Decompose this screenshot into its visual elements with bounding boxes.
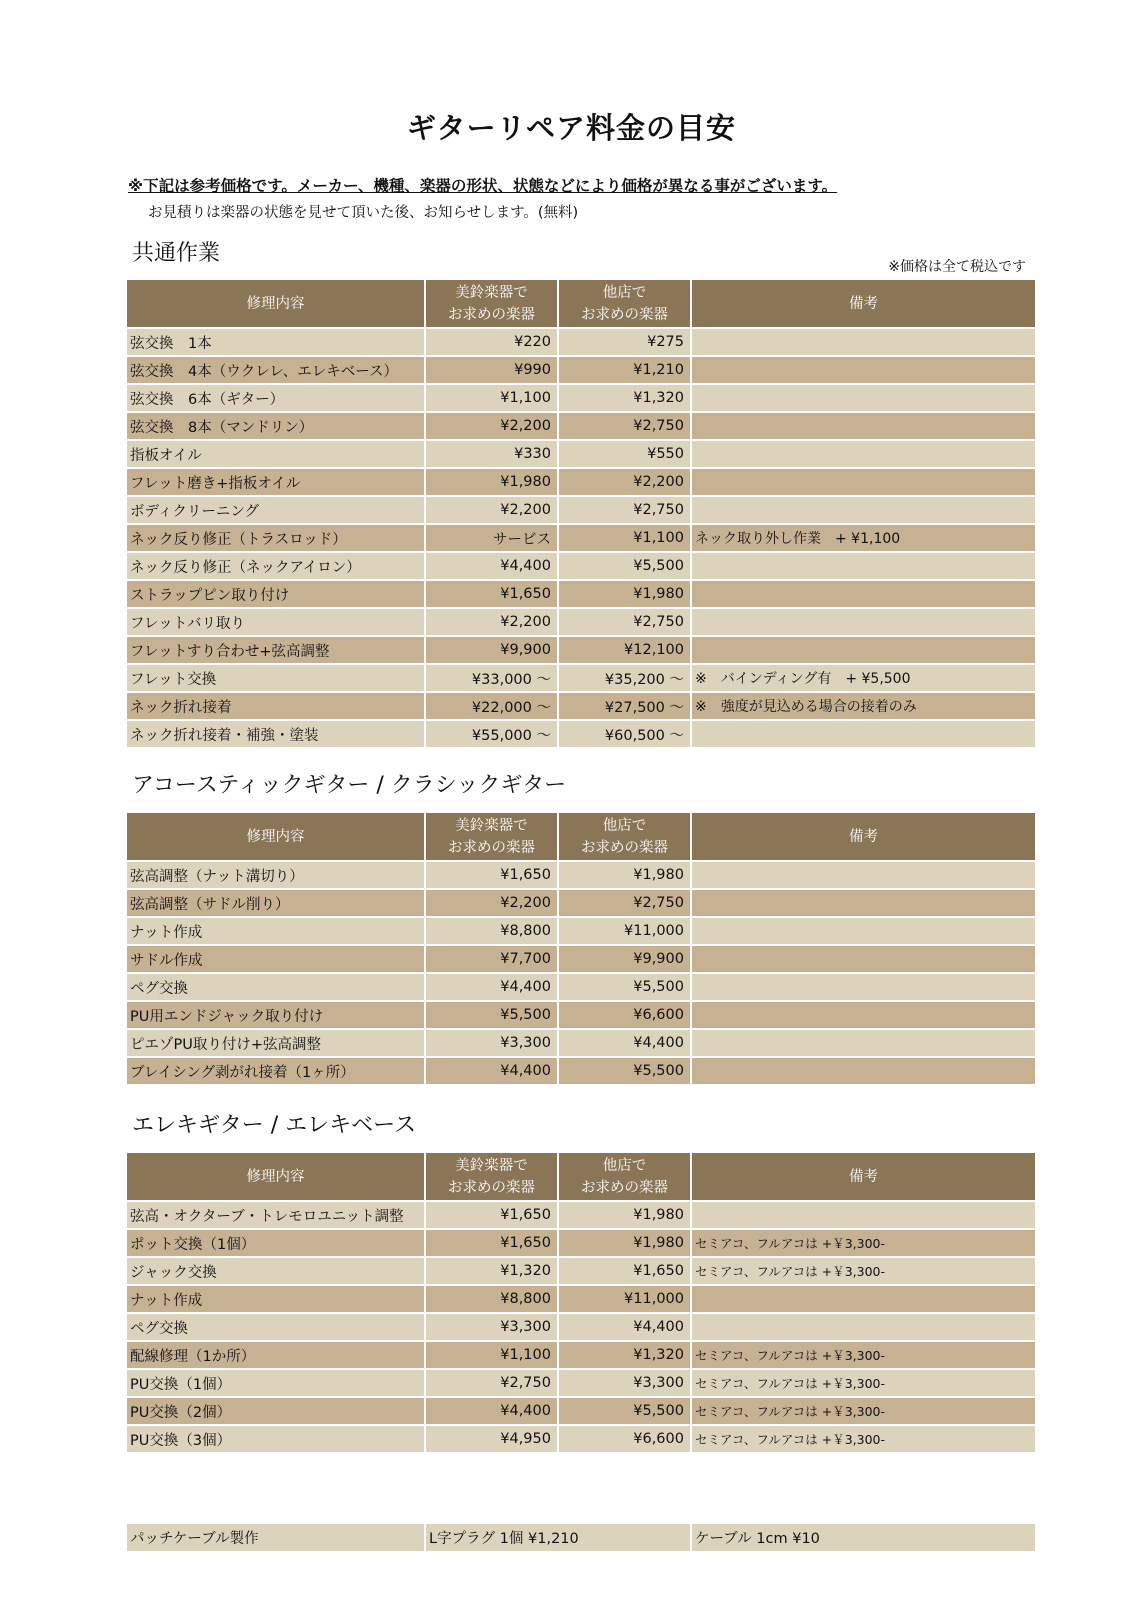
cell-item: ネック折れ接着 [127,692,425,720]
cell-remarks: ネック取り外し作業 + ¥1,100 [691,524,1035,552]
cell-price-ours: ¥220 [425,328,558,356]
table-header-row [127,280,1035,328]
cell-item: 指板オイル [127,440,425,468]
table-row [127,440,1035,468]
cell-price-ours: サービス [425,524,558,552]
cell-item: ストラップピン取り付け [127,580,425,608]
header-other-line2: お求めの楽器 [581,839,668,856]
table-row [127,692,1035,720]
cell-remarks [691,412,1035,440]
header-ours-line1: 美鈴楽器で [455,284,528,301]
table-header-row [127,813,1035,861]
header-other [558,280,691,328]
header-other-line1: 他店で [602,1157,647,1174]
cell-item: フレット交換 [127,664,425,692]
cell-price-ours: ¥1,100 [425,1341,558,1369]
table-row [127,945,1035,973]
table-row [127,720,1035,748]
cell-remarks [691,861,1035,889]
cell-remarks [691,440,1035,468]
cell-item: 弦交換 8本（マンドリン） [127,412,425,440]
table-row [127,580,1035,608]
header-other-line1: 他店で [602,817,647,834]
table-row [127,917,1035,945]
cell-price-ours: ¥330 [425,440,558,468]
cell-price-ours: ¥8,800 [425,917,558,945]
cell-price-other: ¥2,750 [558,496,691,524]
cell-remarks [691,356,1035,384]
header-other-line2: お求めの楽器 [581,306,668,323]
cell-remarks [691,552,1035,580]
cell-remarks [691,328,1035,356]
header-ours-line2: お求めの楽器 [448,839,535,856]
cell-price-other: ¥5,500 [558,1057,691,1085]
cell-price-ours: ¥4,400 [425,552,558,580]
cell-price-ours: ¥1,980 [425,468,558,496]
header-ours-line2: お求めの楽器 [448,1179,535,1196]
price-table-common [127,280,1035,749]
cell-price-other: ¥1,100 [558,524,691,552]
table-row [127,384,1035,412]
cell-price-ours: ¥1,650 [425,1201,558,1229]
table-row [127,552,1035,580]
header-ours-line1: 美鈴楽器で [455,817,528,834]
cell-price-ours: ¥4,400 [425,1397,558,1425]
cell-price-ours: ¥1,650 [425,861,558,889]
cell-price-other: ¥2,750 [558,889,691,917]
header-ours [425,1153,558,1201]
table-row [127,328,1035,356]
cell-price-other: ¥5,500 [558,1397,691,1425]
table-header-row [127,1153,1035,1201]
estimate-note: お見積りは楽器の状態を見せて頂いた後、お知らせします。(無料) [148,205,579,221]
cell-remarks: セミアコ、フルアコは +￥3,300- [691,1229,1035,1257]
cell-remarks: ※ バインディング有 + ¥5,500 [691,664,1035,692]
cell-price-other: ¥11,000 [558,917,691,945]
header-ours-line1: 美鈴楽器で [455,1157,528,1174]
cell-remarks [691,917,1035,945]
cell-remarks [691,1313,1035,1341]
cell-price-other: ¥5,500 [558,973,691,1001]
table-row [127,1001,1035,1029]
cell-price-other: ¥5,500 [558,552,691,580]
cell-price-ours: ¥4,400 [425,1057,558,1085]
cell-remarks [691,1057,1035,1085]
cell-price-ours: ¥3,300 [425,1313,558,1341]
cell-price-other: ¥1,980 [558,1201,691,1229]
cell-price-other: ¥1,650 [558,1257,691,1285]
cell-item: ピエゾPU取り付け+弦高調整 [127,1029,425,1057]
cell-price-other: ¥2,200 [558,468,691,496]
patch-cable-plug-price: L字プラグ 1個 ¥1,210 [425,1524,691,1551]
cell-price-other: ¥4,400 [558,1313,691,1341]
cell-price-ours: ¥7,700 [425,945,558,973]
header-other [558,813,691,861]
cell-remarks: セミアコ、フルアコは +￥3,300- [691,1257,1035,1285]
cell-item: フレット磨き+指板オイル [127,468,425,496]
cell-remarks [691,1201,1035,1229]
cell-price-ours: ¥2,200 [425,889,558,917]
price-table-electric [127,1153,1035,1454]
cell-item: ポット交換（1個） [127,1229,425,1257]
cell-price-other: ¥3,300 [558,1369,691,1397]
cell-price-ours: ¥4,400 [425,973,558,1001]
section-title-acoustic: アコースティックギター / クラシックギター [132,773,567,798]
table-row [127,636,1035,664]
table-row [127,889,1035,917]
cell-item: 配線修理（1か所） [127,1341,425,1369]
cell-price-ours: ¥4,950 [425,1425,558,1453]
cell-price-ours: ¥22,000 ～ [425,692,558,720]
cell-price-ours: ¥1,650 [425,580,558,608]
cell-price-other: ¥11,000 [558,1285,691,1313]
tax-note: ※価格は全て税込です [888,259,1026,275]
cell-price-ours: ¥2,200 [425,496,558,524]
table-row [127,1341,1035,1369]
cell-item: 弦交換 4本（ウクレレ、エレキベース） [127,356,425,384]
cell-item: 弦交換 1本 [127,328,425,356]
section-title-electric: エレキギター / エレキベース [132,1113,417,1138]
cell-remarks [691,636,1035,664]
cell-remarks [691,608,1035,636]
header-remarks: 備考 [691,1153,1035,1201]
cell-remarks [691,1001,1035,1029]
table-row [127,608,1035,636]
cell-item: PU交換（3個） [127,1425,425,1453]
table-row [127,356,1035,384]
header-item: 修理内容 [127,1153,425,1201]
cell-item: ナット作成 [127,917,425,945]
table-row [127,1425,1035,1453]
header-other-line2: お求めの楽器 [581,1179,668,1196]
section-title-common: 共通作業 [132,241,221,266]
header-remarks: 備考 [691,813,1035,861]
cell-item: 弦交換 6本（ギター） [127,384,425,412]
cell-price-other: ¥6,600 [558,1425,691,1453]
cell-price-ours: ¥33,000 ～ [425,664,558,692]
header-item: 修理内容 [127,813,425,861]
cell-remarks [691,580,1035,608]
price-table-acoustic [127,813,1035,1086]
cell-remarks: セミアコ、フルアコは +￥3,300- [691,1397,1035,1425]
cell-price-other: ¥550 [558,440,691,468]
cell-price-other: ¥9,900 [558,945,691,973]
table-row [127,973,1035,1001]
cell-remarks [691,384,1035,412]
cell-remarks [691,973,1035,1001]
cell-price-other: ¥1,980 [558,580,691,608]
cell-price-ours: ¥1,650 [425,1229,558,1257]
notice-text: ※下記は参考価格です。メーカー、機種、楽器の形状、状態などにより価格が異なる事がございます。 [128,177,838,195]
cell-remarks [691,889,1035,917]
header-ours-line2: お求めの楽器 [448,306,535,323]
cell-price-ours: ¥2,750 [425,1369,558,1397]
cell-item: フレットバリ取り [127,608,425,636]
table-row [127,496,1035,524]
cell-item: ネック反り修正（ネックアイロン） [127,552,425,580]
patch-cable-table [127,1524,1035,1551]
header-item: 修理内容 [127,280,425,328]
cell-item: ナット作成 [127,1285,425,1313]
table-row [127,664,1035,692]
cell-item: フレットすり合わせ+弦高調整 [127,636,425,664]
cell-price-ours: ¥1,100 [425,384,558,412]
cell-price-other: ¥12,100 [558,636,691,664]
page-title: ギターリペア料金の目安 [406,111,737,145]
patch-cable-cable-price: ケーブル 1cm ¥10 [691,1524,1035,1551]
cell-price-other: ¥60,500 ～ [558,720,691,748]
cell-price-other: ¥1,980 [558,861,691,889]
patch-cable-item: パッチケーブル製作 [127,1524,425,1551]
table-row [127,1229,1035,1257]
cell-remarks: セミアコ、フルアコは +￥3,300- [691,1341,1035,1369]
header-remarks: 備考 [691,280,1035,328]
cell-item: ブレイシング剥がれ接着（1ヶ所） [127,1057,425,1085]
cell-item: ネック反り修正（トラスロッド） [127,524,425,552]
table-row [127,1257,1035,1285]
cell-item: ジャック交換 [127,1257,425,1285]
cell-item: ペグ交換 [127,1313,425,1341]
cell-item: 弦高調整（ナット溝切り） [127,861,425,889]
cell-remarks [691,468,1035,496]
table-row [127,524,1035,552]
cell-price-ours: ¥5,500 [425,1001,558,1029]
table-row [127,1369,1035,1397]
cell-item: ボディクリーニング [127,496,425,524]
cell-price-other: ¥2,750 [558,412,691,440]
table-row [127,861,1035,889]
cell-price-other: ¥4,400 [558,1029,691,1057]
table-row [127,1397,1035,1425]
cell-price-other: ¥27,500 ～ [558,692,691,720]
cell-remarks [691,1285,1035,1313]
cell-price-ours: ¥990 [425,356,558,384]
table-row [127,1029,1035,1057]
cell-remarks: セミアコ、フルアコは +￥3,300- [691,1369,1035,1397]
cell-price-ours: ¥1,320 [425,1257,558,1285]
cell-item: ネック折れ接着・補強・塗装 [127,720,425,748]
cell-item: ペグ交換 [127,973,425,1001]
cell-price-ours: ¥9,900 [425,636,558,664]
cell-item: PU交換（2個） [127,1397,425,1425]
cell-price-ours: ¥55,000 ～ [425,720,558,748]
cell-item: 弦高・オクターブ・トレモロユニット調整 [127,1201,425,1229]
cell-price-other: ¥1,210 [558,356,691,384]
table-row [127,412,1035,440]
cell-remarks: セミアコ、フルアコは +￥3,300- [691,1425,1035,1453]
cell-price-other: ¥1,980 [558,1229,691,1257]
table-row [127,1313,1035,1341]
patch-cable-row [127,1524,1035,1551]
table-row [127,1285,1035,1313]
cell-remarks [691,496,1035,524]
cell-price-ours: ¥2,200 [425,608,558,636]
cell-price-other: ¥1,320 [558,1341,691,1369]
header-other [558,1153,691,1201]
cell-price-other: ¥1,320 [558,384,691,412]
cell-price-other: ¥2,750 [558,608,691,636]
cell-remarks [691,1029,1035,1057]
cell-price-other: ¥6,600 [558,1001,691,1029]
cell-price-other: ¥35,200 ～ [558,664,691,692]
cell-remarks: ※ 強度が見込める場合の接着のみ [691,692,1035,720]
header-ours [425,280,558,328]
cell-price-ours: ¥2,200 [425,412,558,440]
cell-item: サドル作成 [127,945,425,973]
cell-price-ours: ¥8,800 [425,1285,558,1313]
cell-item: PU用エンドジャック取り付け [127,1001,425,1029]
cell-price-ours: ¥3,300 [425,1029,558,1057]
table-row [127,468,1035,496]
cell-item: 弦高調整（サドル削り） [127,889,425,917]
header-ours [425,813,558,861]
cell-remarks [691,720,1035,748]
table-row [127,1201,1035,1229]
header-other-line1: 他店で [602,284,647,301]
table-row [127,1057,1035,1085]
cell-item: PU交換（1個） [127,1369,425,1397]
cell-price-other: ¥275 [558,328,691,356]
cell-remarks [691,945,1035,973]
